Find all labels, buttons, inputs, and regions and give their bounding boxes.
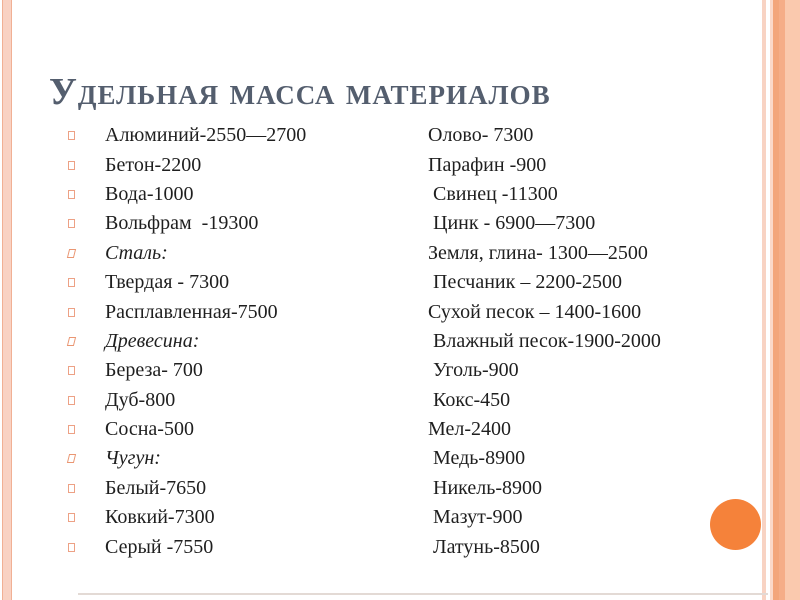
- list-item: [0, 268, 762, 297]
- bullet-square-icon: [68, 484, 75, 493]
- slide-title: Удельная масса материалов: [49, 71, 551, 113]
- material-left: Чугун:: [105, 447, 161, 470]
- material-left: Вода-1000: [105, 182, 194, 205]
- bullet-square-icon: [68, 513, 75, 522]
- list-item: [0, 532, 762, 561]
- bullet-square-icon: [68, 278, 75, 287]
- bullet-square-icon: [68, 425, 75, 434]
- bullet-square-icon: [68, 131, 75, 140]
- list-item: [0, 503, 762, 532]
- material-left: Алюминий-2550—2700: [105, 124, 307, 147]
- material-right: Сухой песок – 1400-1600: [428, 300, 642, 323]
- bullet-square-icon: [68, 161, 75, 170]
- list-item-category: [0, 327, 762, 356]
- material-right: Медь-8900: [428, 447, 526, 470]
- material-right: Латунь-8500: [428, 535, 540, 558]
- list-item-category: [0, 239, 762, 268]
- material-left: Дуб-800: [105, 388, 176, 411]
- right-border-stripe-outer: [762, 0, 766, 600]
- material-left: Серый -7550: [105, 535, 214, 558]
- bullet-square-icon: [68, 308, 75, 317]
- material-left: Сосна-500: [105, 418, 194, 441]
- material-right: Кокс-450: [428, 388, 511, 411]
- material-left: Расплавленная-7500: [105, 300, 278, 323]
- bullet-square-icon: [67, 337, 76, 346]
- material-left: Сталь:: [105, 241, 168, 264]
- material-right: Олово- 7300: [428, 124, 534, 147]
- list-item: [0, 386, 762, 415]
- list-item: [0, 121, 762, 150]
- list-item: [0, 180, 762, 209]
- bullet-square-icon: [68, 396, 75, 405]
- material-right: Свинец -11300: [428, 182, 558, 205]
- material-left: Твердая - 7300: [105, 271, 230, 294]
- list-item-category: [0, 444, 762, 473]
- material-left: Белый-7650: [105, 476, 207, 499]
- list-item: [0, 209, 762, 238]
- list-item: [0, 415, 762, 444]
- material-right: Мазут-900: [428, 506, 523, 529]
- list-item: [0, 474, 762, 503]
- right-border-band: [785, 0, 800, 600]
- bullet-square-icon: [67, 454, 76, 463]
- material-right: Мел-2400: [428, 418, 512, 441]
- bullet-square-icon: [68, 219, 75, 228]
- material-right: Никель-8900: [428, 476, 543, 499]
- bullet-square-icon: [67, 249, 76, 258]
- materials-list: [0, 121, 762, 562]
- material-right: Влажный песок-1900-2000: [428, 329, 661, 352]
- material-left: Ковкий-7300: [105, 506, 215, 529]
- material-right: Земля, глина- 1300—2500: [428, 241, 648, 264]
- material-right: Парафин -900: [428, 153, 547, 176]
- material-right: Уголь-900: [428, 359, 519, 382]
- bullet-square-icon: [68, 543, 75, 552]
- bullet-square-icon: [68, 366, 75, 375]
- bullet-square-icon: [68, 190, 75, 199]
- list-item: [0, 356, 762, 385]
- material-left: Древесина:: [105, 329, 200, 352]
- list-item: [0, 297, 762, 326]
- material-left: Береза- 700: [105, 359, 203, 382]
- material-left: Бетон-2200: [105, 153, 202, 176]
- material-right: Цинк - 6900—7300: [428, 212, 596, 235]
- bottom-divider-line: [78, 593, 768, 595]
- material-left: Вольфрам -19300: [105, 212, 259, 235]
- list-item: [0, 150, 762, 179]
- material-right: Песчаник – 2200-2500: [428, 271, 623, 294]
